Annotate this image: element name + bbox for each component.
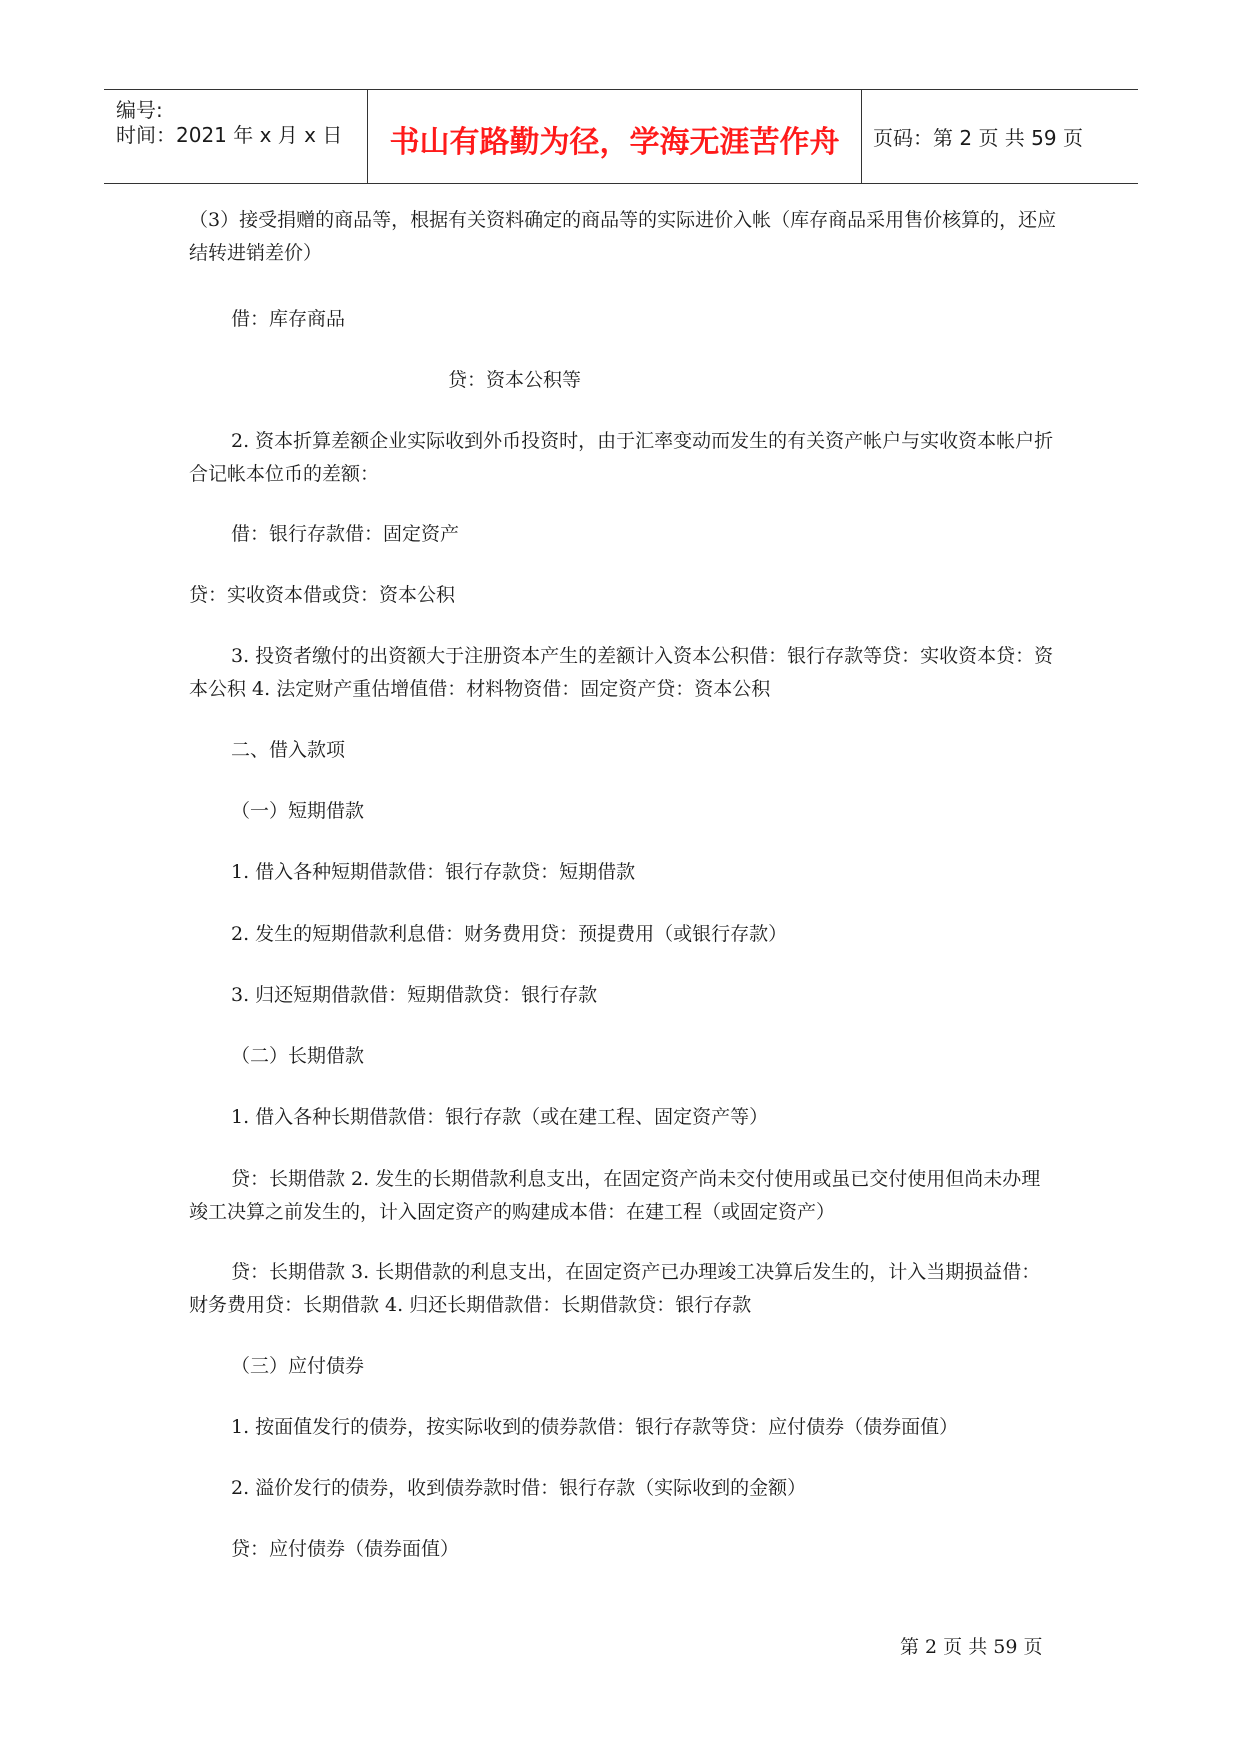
paragraph-long-term-3: 贷：长期借款 3. 长期借款的利息支出，在固定资产已办理竣工决算后发生的，计入当期损益借：财务费用贷：长期借款 4. 归还长期借款借：长期借款贷：银行存款 <box>189 1261 1041 1316</box>
paragraph-long-term-1: 1. 借入各种长期借款借：银行存款（或在建工程、固定资产等） <box>231 1106 769 1128</box>
paragraph-short-term-1: 1. 借入各种短期借款借：银行存款贷：短期借款 <box>231 861 636 883</box>
footer-page-number: 第 2 页 共 59 页 <box>900 1636 1043 1658</box>
paragraph-capital-premium: 3. 投资者缴付的出资额大于注册资本产生的差额计入资本公积借：银行存款等贷：实收资本贷：资本公积 4. 法定财产重估增值借：材料物资借：固定资产贷：资本公积 <box>189 645 1054 700</box>
header-page-number: 页码：第 2 页 共 59 页 <box>873 126 1083 150</box>
header-page-cell <box>861 90 1138 183</box>
paragraph-credit-capital-reserve: 贷：资本公积等 <box>448 369 582 391</box>
paragraph-debit-inventory: 借：库存商品 <box>231 308 346 330</box>
paragraph-bonds-2: 2. 溢价发行的债券，收到债券款时借：银行存款（实际收到的金额） <box>231 1477 807 1499</box>
paragraph-translation-difference: 2. 资本折算差额企业实际收到外币投资时，由于汇率变动而发生的有关资产帐户与实收资本帐户折合记帐本位币的差额： <box>189 430 1054 485</box>
header-info-cell <box>104 90 367 183</box>
subsection-heading-bonds: （三）应付债券 <box>231 1355 365 1377</box>
document-time-label: 时间：2021 年 x 月 x 日 <box>116 123 343 147</box>
paragraph-short-term-3: 3. 归还短期借款借：短期借款贷：银行存款 <box>231 984 598 1006</box>
subsection-heading-long-term: （二）长期借款 <box>231 1045 365 1067</box>
paragraph-bonds-3: 贷：应付债券（债券面值） <box>231 1538 460 1560</box>
paragraph-credit-paid-in-capital: 贷：实收资本借或贷：资本公积 <box>189 584 456 606</box>
subsection-heading-short-term: （一）短期借款 <box>231 800 365 822</box>
header-motto-cell <box>367 90 862 183</box>
section-heading-borrowings: 二、借入款项 <box>231 739 346 761</box>
page-header <box>104 89 1138 184</box>
paragraph-bonds-1: 1. 按面值发行的债券，按实际收到的债券款借：银行存款等贷：应付债券（债券面值） <box>231 1416 959 1438</box>
paragraph-debit-bank-fixed-assets: 借：银行存款借：固定资产 <box>231 523 460 545</box>
header-motto: 书山有路勤为径，学海无涯苦作舟 <box>389 125 840 160</box>
paragraph-short-term-2: 2. 发生的短期借款利息借：财务费用贷：预提费用（或银行存款） <box>231 923 788 945</box>
paragraph-donated-goods: （3）接受捐赠的商品等，根据有关资料确定的商品等的实际进价入帐（库存商品采用售价核算的，还应结转进销差价） <box>189 209 1057 264</box>
document-number-label: 编号: <box>116 98 163 122</box>
paragraph-long-term-2: 贷：长期借款 2. 发生的长期借款利息支出，在固定资产尚未交付使用或虽已交付使用但尚未办理竣工决算之前发生的，计入固定资产的购建成本借：在建工程（或固定资产） <box>189 1168 1041 1223</box>
